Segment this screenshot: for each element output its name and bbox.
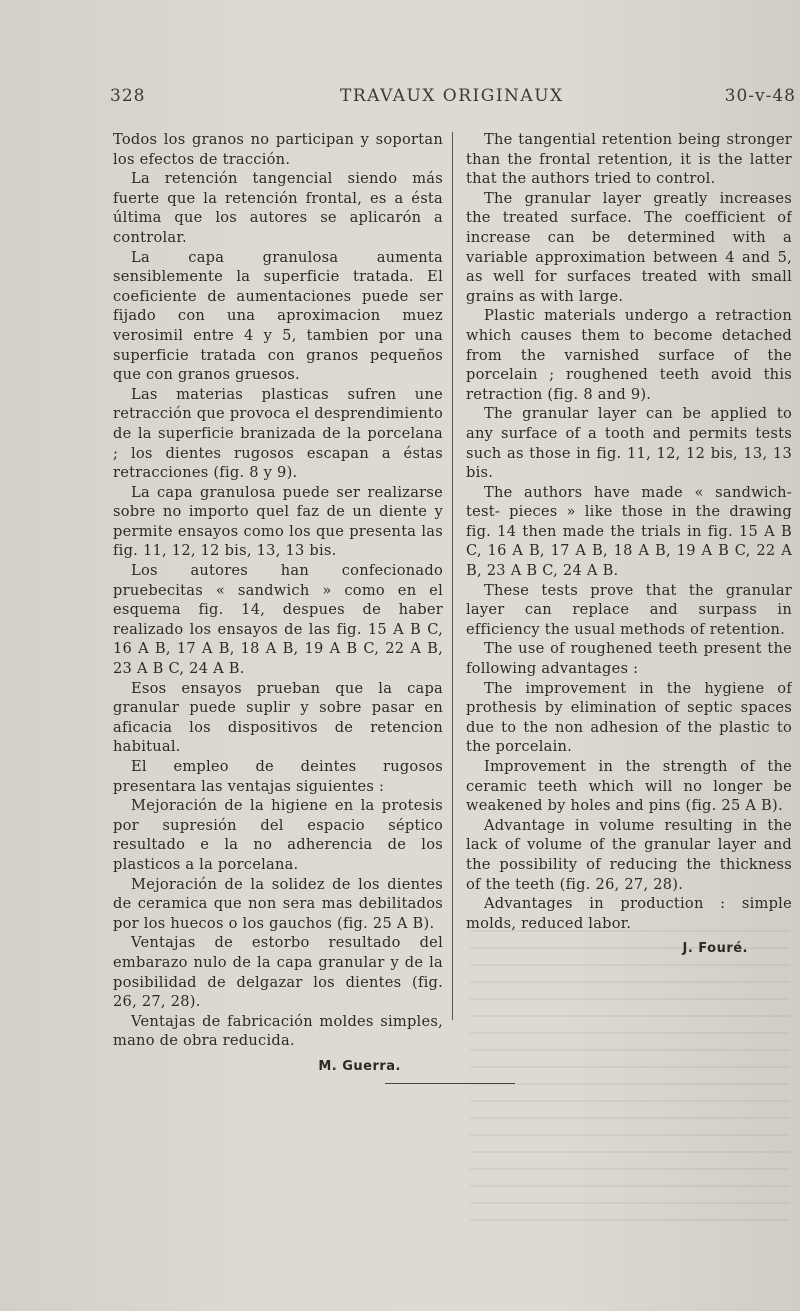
paragraph: Los autores han confecionado pruebecitas « sandwich » como en el esquema fig. 14, despues de haber realizado los ensayos de las fig. 15 A B C, 16 A B, 17 A B, 18 A B, 19 A B C, 22 A B, 23 A B C, 24 A B.	[113, 562, 443, 678]
paragraph: Ventajas de fabricación moldes simples, mano de obra reducida.	[113, 1012, 443, 1050]
paragraph: Las materias plasticas sufren une retracción que provoca el desprendimiento de la superficie branizada de la porcelana ; los dientes rugosos escapan a éstas retracciones (fig. 8 y 9).	[113, 385, 443, 482]
paragraph: La retención tangencial siendo más fuerte que la retención frontal, es a ésta última que los autores se aplicarón a controlar.	[113, 170, 443, 246]
paragraph: La capa granulosa aumenta sensiblemente la superficie tratada. El coeficiente de aumentaciones puede ser fijado con una aproximacion muez verosimil entre 4 y 5, tambien por una superficie tratada con granos pequeños que con granos gruesos.	[113, 248, 443, 384]
column-divider	[452, 132, 453, 1020]
paragraph: Todos los granos no participan y soportan los efectos de tracción.	[113, 131, 443, 168]
paragraph: Plastic materials undergo a retraction which causes them to become detached from the varnished surface of the porcelain ; roughened teeth avoid this retraction (fig. 8 and 9).	[466, 307, 792, 403]
paragraph: The granular layer can be applied to any surface of a tooth and permits tests such as those in fig. 11, 12, 12 bis, 13, 13 bis.	[466, 405, 792, 482]
paragraph: The use of roughened teeth present the following advantages :	[466, 640, 792, 678]
author-signature: M. Guerra.	[318, 1058, 401, 1074]
paragraph: Esos ensayos prueban que la capa granular puede suplir y sobre pasar en aficacia los dispositivos de retencion habitual.	[113, 679, 443, 756]
page-header	[110, 86, 800, 110]
paragraph: Advantage in volume resulting in the lack of volume of the granular layer and the possibility of reducing the thickness of the teeth (fig. 26, 27, 28).	[466, 816, 792, 893]
paragraph: Advantages in production : simple molds, reduced labor.	[466, 895, 792, 932]
paragraph: The granular layer greatly increases the treated surface. The coefficient of increase can be determined with a variable approximation between 4 and 5, as well for surfaces treated with small grains as with large.	[466, 189, 792, 305]
paragraph: The authors have made « sandwich-test- pieces » like those in the drawing fig. 14 then made the trials in fig. 15 A B C, 16 A B, 17 A B, 18 A B, 19 A B C, 22 A B, 23 A B C, 24 A B.	[466, 483, 792, 580]
paragraph: Mejoración de la solidez de los dientes de ceramica que non sera mas debilitados por los huecos o los gauchos (fig. 25 A B).	[113, 875, 443, 932]
paragraph: Improvement in the strength of the ceramic teeth which will no longer be weakened by holes and pins (fig. 25 A B).	[466, 758, 792, 815]
author-signature: J. Fouré.	[682, 941, 748, 957]
paragraph: The improvement in the hygiene of prothesis by elimination of septic spaces due to the non adhesion of the plastic to the porcelain.	[466, 679, 792, 756]
paragraph: These tests prove that the granular layer can replace and surpass in efficiency the usual methods of retention.	[466, 581, 792, 638]
paragraph: The tangential retention being stronger than the frontal retention, it is the latter that the authors tried to control.	[466, 131, 792, 188]
page-number: 328	[110, 86, 146, 106]
paragraph: El empleo de deintes rugosos presentara las ventajas siguientes :	[113, 758, 443, 795]
running-title: TRAVAUX ORIGINAUX	[340, 86, 564, 106]
left-column-spanish	[113, 130, 443, 1077]
show-through-text	[470, 930, 790, 1230]
right-column-english	[466, 130, 792, 959]
paragraph: La capa granulosa puede ser realizarse sobre no importo quel faz de un diente y permite ensayos como los que presenta las fig. 11, 12, 12 bis, 13, 13 bis.	[113, 483, 443, 560]
section-end-rule	[385, 1083, 515, 1084]
paragraph: Ventajas de estorbo resultado del embarazo nulo de la capa granular y de la posibilidad de delgazar los dientes (fig. 26, 27, 28).	[113, 934, 443, 1011]
header-date: 30-v-48	[724, 86, 796, 106]
paragraph: Mejoración de la higiene en la protesis por supresión del espacio séptico resultado e la no adherencia de los plasticos a la porcelana.	[113, 797, 443, 873]
